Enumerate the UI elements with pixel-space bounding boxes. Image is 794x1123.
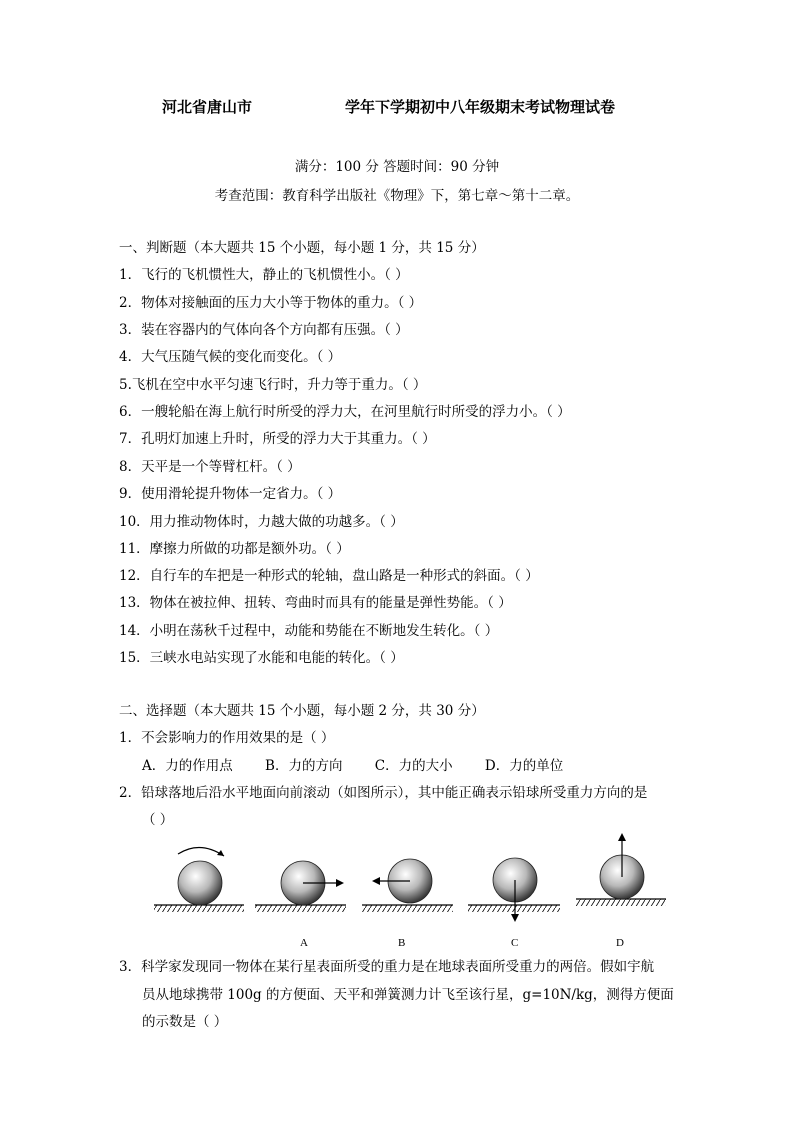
figure-option-d [576, 833, 666, 906]
figure-label-a: A [300, 937, 308, 949]
option-b: B．力的方向 [265, 758, 343, 774]
question-2-line1: 2．铅球落地后沿水平地面向前滚动（如图所示），其中能正确表示铅球所受重力方向的是 [119, 785, 648, 801]
question-item: 13．物体在被拉伸、扭转、弯曲时而具有的能量是弹性势能。（ ） [119, 595, 512, 611]
figure-label-b: B [398, 937, 406, 949]
figure-option-b [362, 859, 453, 912]
section1-heading: 一、判断题（本大题共 15 个小题，每小题 1 分，共 15 分） [119, 240, 485, 256]
question-item: 5.飞机在空中水平匀速飞行时，升力等于重力。（ ） [119, 377, 427, 393]
exam-scope: 考查范围：教育科学出版社《物理》下，第七章～第十二章。 [214, 188, 580, 204]
exam-title-main: 学年下学期初中八年级期末考试物理试卷 [345, 98, 616, 116]
question-item: 7．孔明灯加速上升时，所受的浮力大于其重力。（ ） [119, 431, 436, 447]
question-item: 3．装在容器内的气体向各个方向都有压强。（ ） [119, 322, 409, 338]
question-3-line1: 3．科学家发现同一物体在某行星表面所受的重力是在地球表面所受重力的两倍。假如宇航 [119, 959, 655, 975]
shot-put-figure [140, 828, 680, 948]
question-item: 6．一艘轮船在海上航行时所受的浮力大，在河里航行时所受的浮力小。（ ） [119, 404, 571, 420]
question-item: 14．小明在荡秋千过程中，动能和势能在不断地发生转化。（ ） [119, 623, 499, 639]
question-item: 15．三峡水电站实现了水能和电能的转化。（ ） [119, 650, 404, 666]
exam-title-region: 河北省唐山市 [162, 98, 253, 116]
question-item: 8．天平是一个等臂杠杆。（ ） [119, 459, 301, 475]
figure-option-c [468, 858, 560, 922]
question-2-line2: （ ） [142, 812, 174, 828]
figure-option-a [255, 861, 346, 912]
section2-heading: 二、选择题（本大题共 15 个小题，每小题 2 分，共 30 分） [119, 703, 485, 719]
figure-rolling-ball [154, 847, 244, 912]
question-1: 1．不会影响力的作用效果的是（ ） [119, 730, 335, 746]
figure-label-c: C [511, 937, 519, 949]
question-3-line3: 的示数是（ ） [142, 1014, 228, 1030]
question-item: 12．自行车的车把是一种形式的轮轴，盘山路是一种形式的斜面。（ ） [119, 568, 539, 584]
exam-score-time: 满分：100 分 答题时间：90 分钟 [294, 159, 500, 175]
question-item: 10．用力推动物体时，力越大做的功越多。（ ） [119, 514, 404, 530]
option-d: D．力的单位 [484, 758, 564, 774]
question-1-options [142, 754, 591, 774]
option-a: A．力的作用点 [142, 758, 233, 774]
figure-label-d: D [616, 937, 624, 949]
question-item: 1．飞行的飞机惯性大，静止的飞机惯性小。（ ） [119, 267, 409, 283]
question-item: 4．大气压随气候的变化而变化。（ ） [119, 349, 342, 365]
question-item: 2．物体对接触面的压力大小等于物体的重力。（ ） [119, 295, 423, 311]
question-item: 11．摩擦力所做的功都是额外功。（ ） [119, 541, 350, 557]
exam-title [0, 96, 794, 120]
question-3-line2: 员从地球携带 100g 的方便面、天平和弹簧测力计飞至该行星，g=10N/kg，测得方便面 [142, 987, 674, 1003]
option-c: C．力的大小 [374, 758, 453, 774]
question-item: 9．使用滑轮提升物体一定省力。（ ） [119, 486, 342, 502]
